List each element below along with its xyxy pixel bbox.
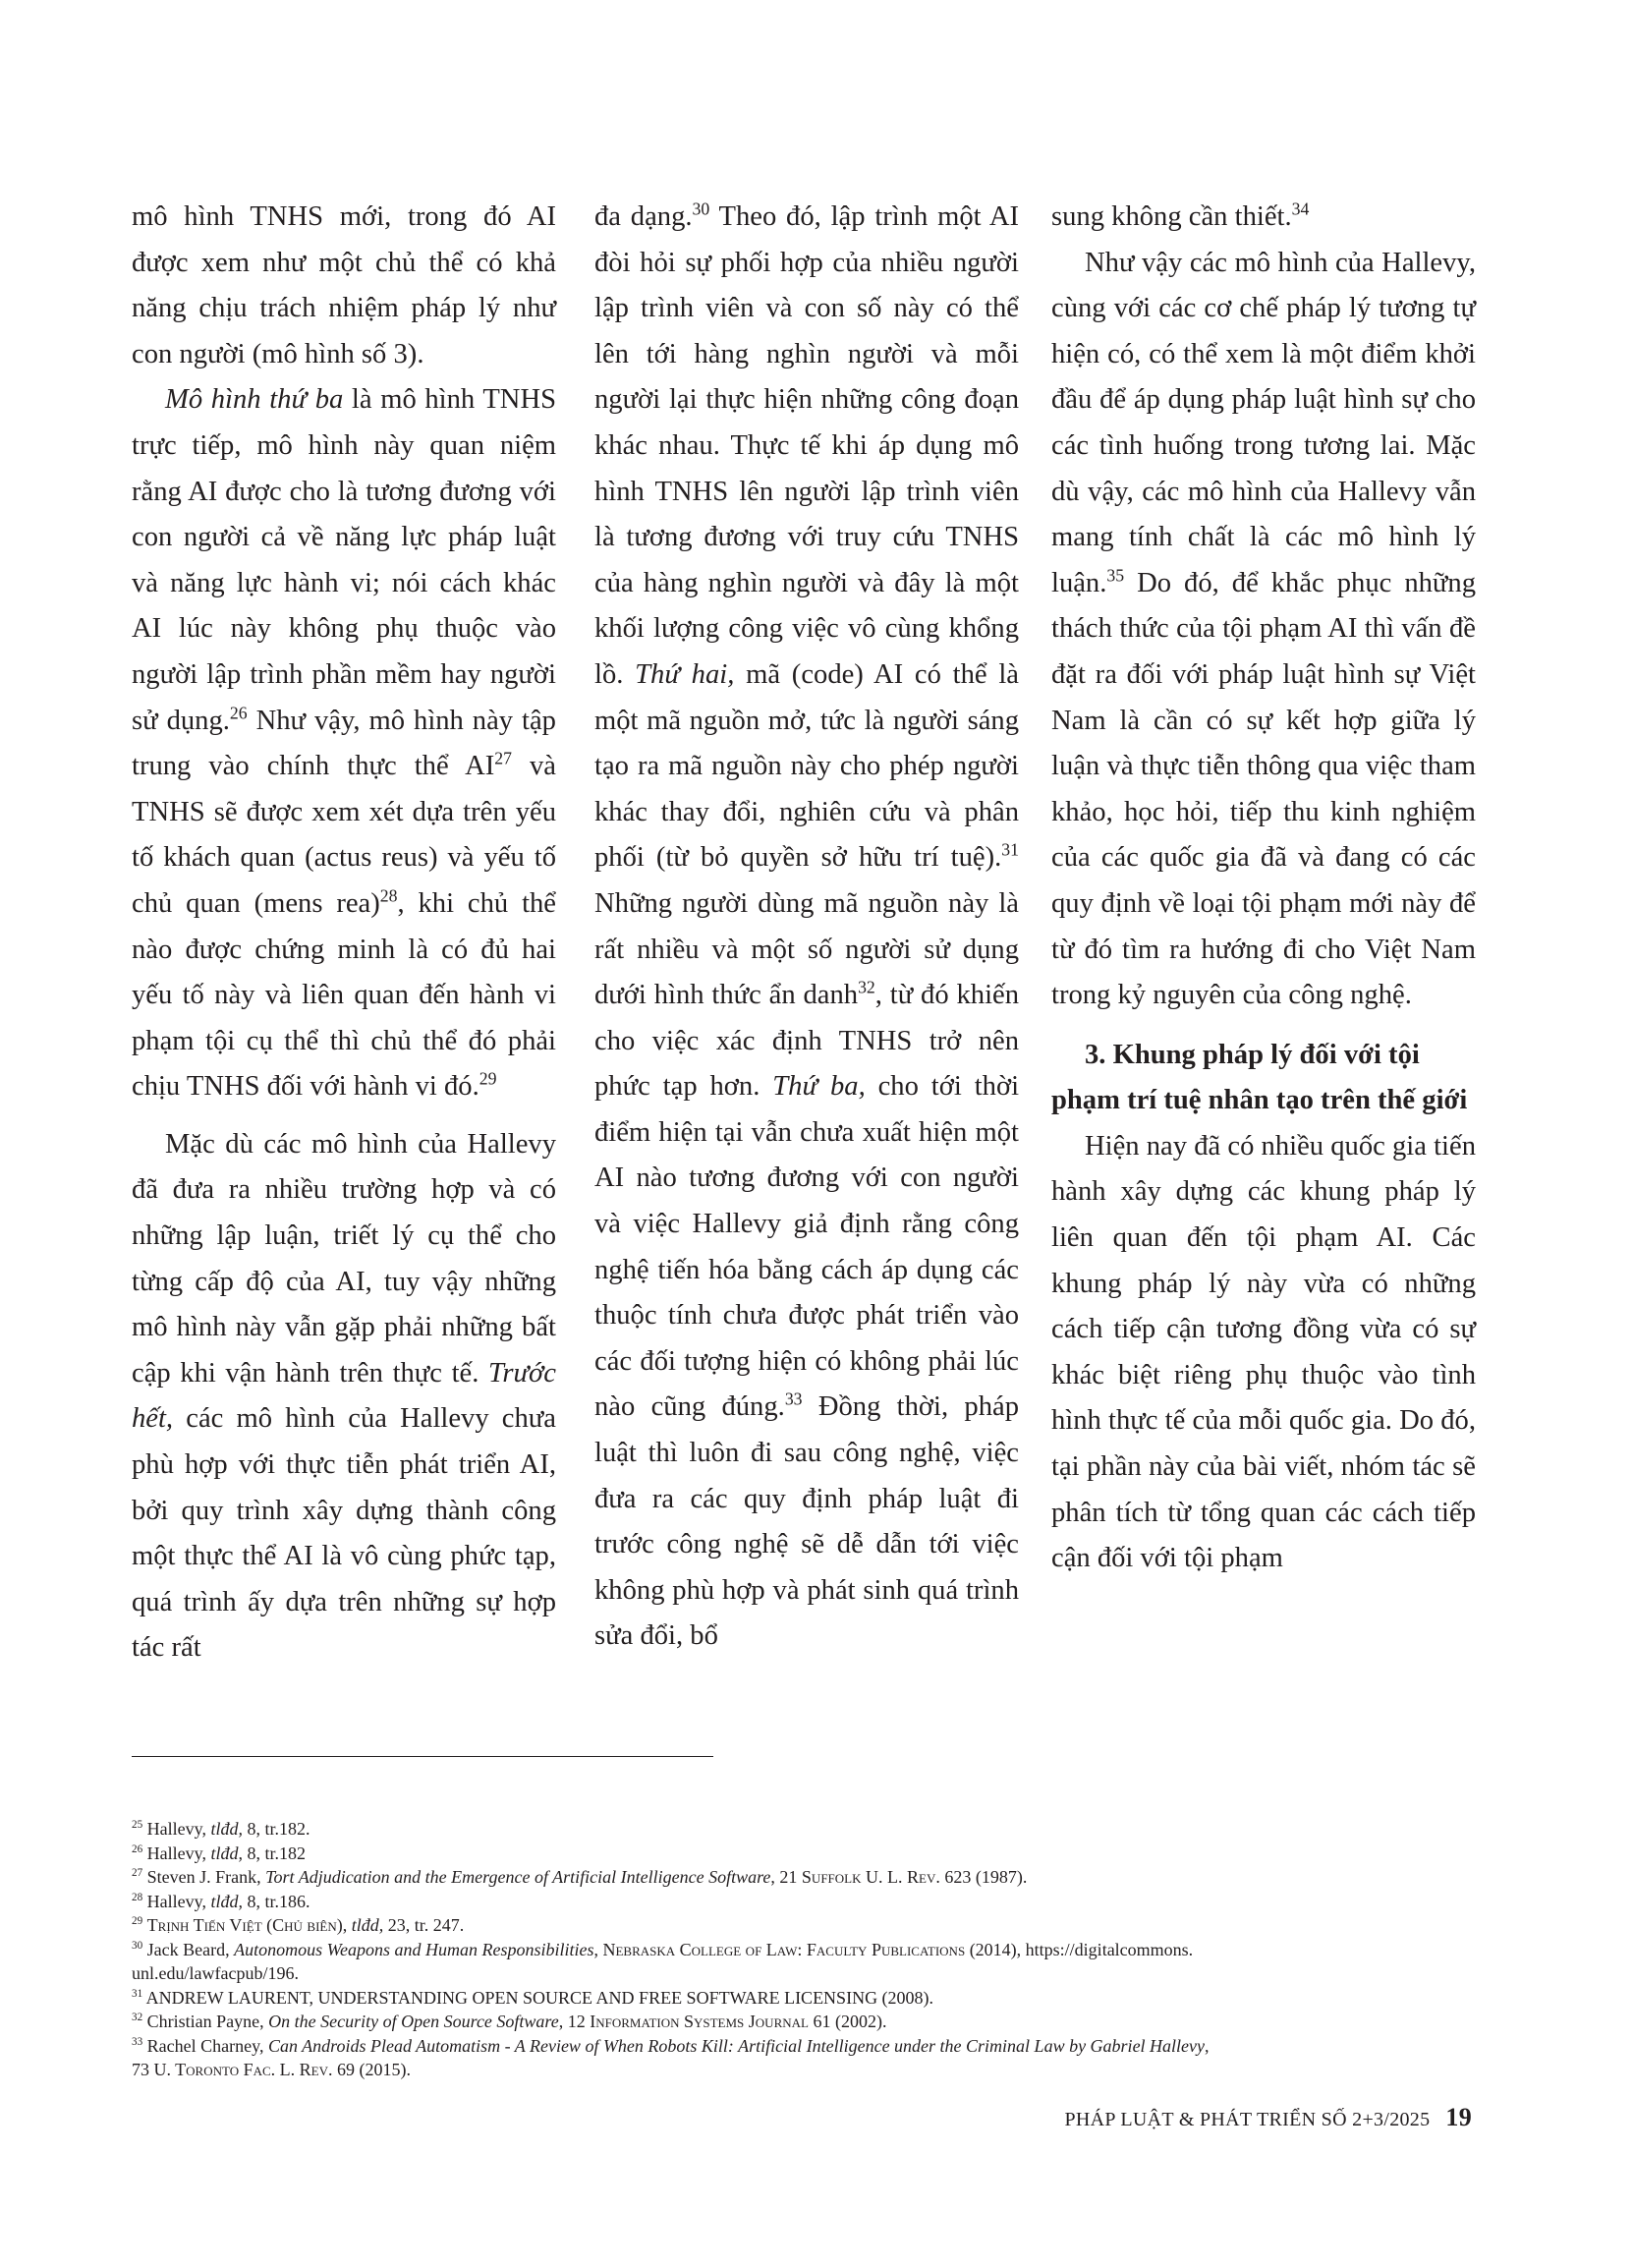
footnote-26 [132,1842,1472,1866]
footnote-ref[interactable]: 35 [1106,565,1125,586]
footnote-ref[interactable]: 27 [494,748,512,768]
italic-text: Thứ hai, [635,658,735,690]
text: Christian Payne, [142,2012,269,2031]
footnote-number: 33 [132,2035,143,2048]
small-caps-text: Nebraska College of Law: Faculty Publications [602,1939,966,1959]
small-caps-text: Suffolk U. L. Rev. [801,1867,940,1887]
footnote-27 [132,1865,1472,1890]
text: Theo đó, lập trình một AI đòi hỏi sự phối hợp của nhiều người lập trình viên và con số này có thể lên tới hàng nghìn người và mỗi người lại thực hiện những công đoạn khác nhau. Thực tế khi áp dụng mô hình TNHS lên người lập trình viên là tương đương với truy cứu TNHS của hàng nghìn người và đây là một khối lượng công việc vô cùng khổng lồ. [594,201,1019,690]
paragraph [132,195,556,377]
link-text[interactable]: unl.edu/lawfacpub/196. [132,1963,299,1983]
text: , [593,1939,603,1959]
footnotes [132,1817,1472,2082]
text: 61 (2002). [808,2012,887,2031]
italic-text: tlđd, [351,1915,384,1935]
text: 69 (2015). [332,2060,411,2079]
text: , [342,1915,352,1935]
footnote-29 [132,1913,1472,1938]
text: 8, tr.182 [242,1843,306,1863]
italic-text: Thứ ba, [772,1071,866,1103]
text: Như vậy các mô hình của Hallevy, cùng với các cơ chế pháp lý tương tự hiện có, có thể xem là một điểm khởi đầu để áp dụng pháp luật hình sự cho các tình huống trong tương lai. Mặc dù vậy, các mô hình của Hallevy vẫn mang tính chất là các mô hình lý luận. [1051,247,1476,598]
footnote-number: 31 [132,1987,143,2000]
footnote-25 [132,1817,1472,1842]
paragraph [1051,195,1476,241]
section-heading: 3. Khung pháp lý đối với tội phạm trí tuệ nhân tạo trên thế giới [1051,1039,1468,1116]
text: , từ đó khiến cho việc xác định TNHS trở nên phức tạp hơn. [594,980,1020,1103]
footnote-divider [132,1756,713,1757]
paragraph [1051,1124,1476,1582]
footnote-28 [132,1890,1472,1914]
column-3 [1051,195,1476,1582]
text: là mô hình TNHS trực tiếp, mô hình này quan niệm rằng AI được cho là tương đương với con người cả về năng lực pháp luật và năng lực hành vi; nói cách khác AI lúc này không phụ thuộc vào người lập trình phần mềm hay người sử dụng. [132,384,556,736]
text: Do đó, để khắc phục những thách thức của tội phạm AI thì vấn đề đặt ra đối với pháp luật hình sự Việt Nam là cần có sự kết hợp giữa lý luận và thực tiễn thông qua việc tham khảo, học hỏi, tiếp thu kinh nghiệm của các quốc gia đã và đang có các quy định về loại tội phạm mới này để từ đó tìm ra hướng đi cho Việt Nam trong kỷ nguyên của công nghệ. [1051,567,1476,1011]
text: và TNHS sẽ được xem xét dựa trên yếu tố khách quan (actus reus) và yếu tố chủ quan (mens rea) [132,751,556,919]
italic-text: On the Security of Open Source Software [268,2012,559,2031]
text: Những người dùng mã nguồn này là rất nhiều và một số người sử dụng dưới hình thức ẩn danh [594,887,1019,1011]
footnote-33 [132,2034,1472,2082]
footnote-ref[interactable]: 29 [479,1068,497,1089]
text: , 21 [770,1867,802,1887]
footnote-ref[interactable]: 34 [1291,198,1310,219]
footnote-ref[interactable]: 31 [1001,839,1019,860]
column-1 [132,195,556,1672]
paragraph [594,195,1019,1660]
footnote-ref[interactable]: 26 [229,703,248,722]
italic-text: tlđd, [210,1819,243,1839]
text: Jack Beard, [142,1939,235,1959]
text: mã (code) AI có thể là một mã nguồn mở, tức là người sáng tạo ra mã nguồn này cho phép người khác thay đổi, nghiên cứu và phân phối (từ bỏ quyền sở hữu trí tuệ). [594,658,1019,874]
small-caps-text: Information Systems Journal [590,2012,809,2031]
footnote-number: 27 [132,1867,143,1879]
text: đa dạng. [594,201,693,232]
text: Hallevy, [142,1843,211,1863]
text: 8, tr.182. [242,1819,310,1839]
footnote-ref[interactable]: 28 [379,885,398,906]
text: mô hình TNHS mới, trong đó AI được xem như một chủ thể có khả năng chịu trách nhiệm pháp lý như con người (mô hình số 3). [132,201,556,369]
italic-text: tlđd, [210,1891,243,1911]
paragraph [1051,241,1476,1019]
text: ANDREW LAURENT, UNDERSTANDING OPEN SOURCE AND FREE SOFTWARE LICENSING (2008). [142,1987,934,2008]
text: , 12 [558,2012,591,2031]
text: 73 [132,2060,154,2079]
footnote-ref[interactable]: 30 [692,198,710,219]
page-number: 19 [1445,2103,1472,2131]
footnote-ref[interactable]: 33 [784,1389,803,1409]
text: , khi chủ thể nào được chứng minh là có đủ hai yếu tố này và liên quan đến hành vi phạm tội cụ thể thì chủ thể đó phải chịu TNHS đối với hành vi đó. [132,887,556,1103]
running-footer [1065,2103,1473,2132]
footnote-number: 26 [132,1843,143,1855]
footnote-30 [132,1938,1472,1986]
text: 623 (1987). [939,1867,1028,1887]
text: Đồng thời, pháp luật thì luôn đi sau công nghệ, việc đưa ra các quy định pháp luật đi trước công nghệ sẽ dễ dẫn tới việc không phù hợp và phát sinh quá trình sửa đổi, bổ [594,1391,1020,1652]
journal-name: PHÁP LUẬT & PHÁT TRIỂN SỐ 2+3/2025 [1064,2109,1431,2130]
paragraph [132,377,556,1110]
text: cho tới thời điểm hiện tại vẫn chưa xuất hiện một AI nào tương đương với con người và việc Hallevy giả định rằng công nghệ tiến hóa bằng cách áp dụng các thuộc tính chưa được phát triển vào các đối tượng hiện có không phải lúc nào cũng đúng. [594,1071,1020,1423]
text: Hallevy, [142,1819,211,1839]
italic-text: Autonomous Weapons and Human Responsibilities [234,1939,594,1959]
footnote-32 [132,2010,1472,2034]
italic-text: tlđd, [210,1843,243,1863]
text: Rachel Charney, [142,2035,268,2056]
text: Hiện nay đã có nhiều quốc gia tiến hành xây dựng các khung pháp lý liên quan đến tội phạm AI. Các khung pháp lý này vừa có những cách tiếp cận tương đồng vừa có sự khác biệt riêng phụ thuộc vào tình hình thực tế của mỗi quốc gia. Do đó, tại phần này của bài viết, nhóm tác sẽ phân tích từ tổng quan các cách tiếp cận đối với tội phạm [1051,1130,1476,1574]
text: 23, tr. 247. [383,1915,465,1935]
footnote-number: 28 [132,1891,143,1903]
text: Như vậy, mô hình này tập trung vào chính thực thể AI [132,705,556,782]
text: các mô hình của Hallevy chưa phù hợp với thực tiễn phát triển AI, bởi quy trình xây dựng thành công một thực thể AI là vô cùng phức tạp, quá trình ấy dựa trên những sự hợp tác rất [132,1403,556,1664]
text: , [1205,2035,1210,2056]
small-caps-text: Trịnh Tiến Việt (Chủ biên) [146,1915,343,1935]
link-text[interactable]: (2014), https://digitalcommons. [965,1939,1194,1959]
italic-text: Trước hết, [132,1357,556,1435]
text: 8, tr.186. [242,1891,310,1911]
paragraph [132,1122,556,1672]
column-2 [594,195,1019,1660]
footnote-number: 29 [132,1915,143,1927]
italic-text: Can Androids Plead Automatism - A Review of When Robots Kill: Artificial Intelligence under the Criminal Law by Gabriel Hallevy [267,2035,1206,2056]
footnote-31 [132,1986,1472,2011]
text: Steven J. Frank, [142,1867,266,1887]
italic-text: Mô hình thứ ba [165,384,344,416]
italic-text: Tort Adjudication and the Emergence of Artificial Intelligence Software [265,1867,771,1887]
footnote-number: 32 [132,2012,143,2023]
small-caps-text: U. Toronto Fac. L. Rev. [153,2060,333,2079]
text: Mặc dù các mô hình của Hallevy đã đưa ra nhiều trường hợp và có những lập luận, triết lý cụ thể cho từng cấp độ của AI, tuy vậy những mô hình này vẫn gặp phải những bất cập khi vận hành trên thực tế. [132,1128,556,1389]
footnote-number: 30 [132,1939,143,1952]
footnote-number: 25 [132,1819,143,1831]
text: Hallevy, [142,1891,211,1911]
footnote-ref[interactable]: 32 [858,977,875,997]
text: sung không cần thiết. [1051,201,1292,232]
